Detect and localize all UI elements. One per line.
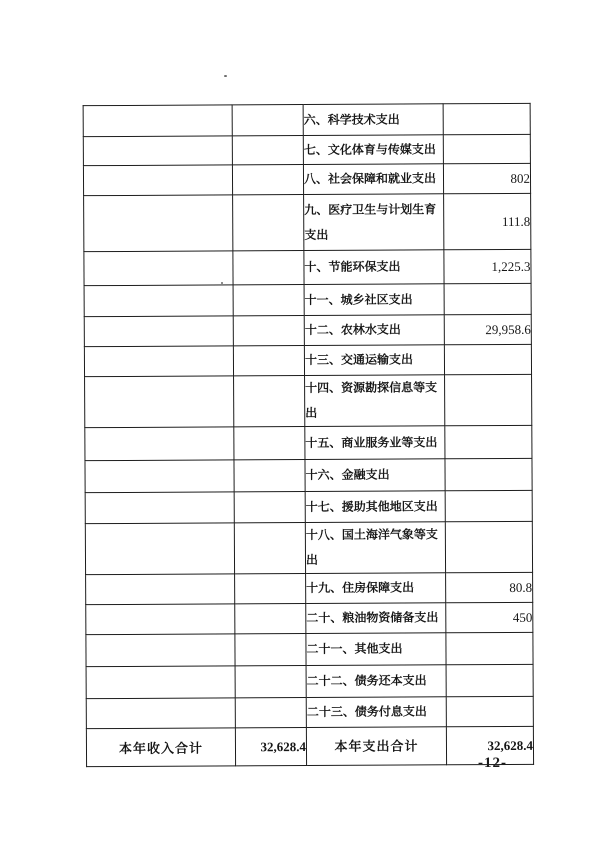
income-item-cell <box>86 574 235 605</box>
income-item-cell <box>84 195 233 252</box>
table-row <box>84 249 531 285</box>
income-value-cell <box>233 346 304 376</box>
table-row <box>84 283 531 316</box>
table-row <box>84 193 531 251</box>
income-value-cell <box>234 376 305 427</box>
income-value-cell <box>235 574 306 604</box>
income-item-cell <box>85 427 234 461</box>
expense-item-cell: 八、社会保障和就业支出 <box>303 164 443 195</box>
expense-item-cell: 十八、国土海洋气象等支出 <box>305 522 445 574</box>
table-row <box>86 602 533 634</box>
income-item-cell <box>83 165 232 196</box>
income-value-cell <box>232 105 303 136</box>
income-item-cell <box>86 634 235 667</box>
income-value-cell <box>235 666 306 698</box>
expense-item-cell: 十三、交通运输支出 <box>304 345 444 376</box>
expense-value-cell <box>444 283 531 314</box>
income-value-cell <box>233 285 304 316</box>
income-value-cell <box>235 604 306 634</box>
expense-value-cell <box>443 103 530 134</box>
expense-value-cell <box>445 425 532 458</box>
income-item-cell <box>84 316 233 347</box>
expense-item-cell: 九、医疗卫生与计划生育支出 <box>304 194 444 251</box>
expense-value-cell <box>445 490 532 521</box>
expense-item-cell: 二十二、债务还本支出 <box>306 665 446 698</box>
income-value-cell <box>234 460 305 492</box>
expense-item-cell: 十五、商业服务业等支出 <box>305 426 445 460</box>
expense-value-cell <box>446 696 533 726</box>
table-row <box>84 344 531 376</box>
income-item-cell <box>86 698 235 729</box>
expense-value-cell: 80.8 <box>446 572 533 602</box>
income-value-cell <box>235 634 306 666</box>
income-value-cell <box>234 492 305 523</box>
expense-item-cell: 十一、城乡社区支出 <box>304 284 444 316</box>
expense-value-cell <box>445 458 532 490</box>
table-total-row <box>86 726 533 766</box>
expense-total-label: 本年支出合计 <box>306 727 446 766</box>
expense-value-cell <box>445 521 532 572</box>
expense-item-cell: 六、科学技术支出 <box>303 104 443 136</box>
income-value-cell <box>233 195 304 251</box>
expense-value-cell: 802 <box>443 163 530 193</box>
expense-item-cell: 二十、粮油物资储备支出 <box>306 603 446 634</box>
table-row <box>83 163 530 195</box>
income-value-cell <box>233 316 304 346</box>
expense-value-cell <box>444 344 531 374</box>
income-value-cell <box>234 427 305 460</box>
table-row <box>85 425 532 460</box>
table-row <box>86 664 533 698</box>
income-item-cell <box>86 666 235 699</box>
page-number: -12- <box>478 755 507 771</box>
income-item-cell <box>86 604 235 635</box>
expense-total-value: 32,628.4 <box>446 726 533 764</box>
table-row <box>83 134 530 165</box>
income-item-cell <box>85 376 234 428</box>
expense-item-cell: 七、文化体育与传媒支出 <box>303 135 443 165</box>
income-item-cell <box>83 136 232 166</box>
income-value-cell <box>232 136 303 165</box>
budget-table <box>83 103 534 767</box>
expense-item-cell: 十六、金融支出 <box>305 459 445 492</box>
expense-value-cell: 1,225.3 <box>444 249 531 283</box>
expense-item-cell: 十九、住房保障支出 <box>306 573 446 604</box>
table-row <box>86 572 533 604</box>
expense-value-cell: 450 <box>446 602 533 632</box>
table-row <box>85 458 532 492</box>
income-value-cell <box>235 698 306 728</box>
income-item-cell <box>84 251 233 286</box>
expense-item-cell: 十、节能环保支出 <box>304 250 444 285</box>
expense-value-cell <box>446 664 533 696</box>
expense-item-cell: 十四、资源勘探信息等支出 <box>305 375 445 427</box>
income-item-cell <box>85 523 234 575</box>
expense-item-cell: 十七、援助其他地区支出 <box>305 491 445 523</box>
table-row <box>85 521 532 574</box>
income-item-cell <box>85 460 234 493</box>
income-item-cell <box>84 346 233 377</box>
income-total-value: 32,628.4 <box>235 728 306 766</box>
expense-item-cell: 二十一、其他支出 <box>306 633 446 666</box>
table-row <box>86 696 533 728</box>
expense-item-cell: 二十三、债务付息支出 <box>306 697 446 728</box>
income-value-cell <box>232 165 303 195</box>
scan-speck <box>224 75 227 77</box>
table-row <box>83 103 530 136</box>
income-item-cell <box>83 105 232 137</box>
income-value-cell <box>233 251 304 285</box>
expense-item-cell: 十二、农林水支出 <box>304 315 444 346</box>
expense-value-cell <box>446 632 533 664</box>
expense-value-cell <box>443 134 530 163</box>
income-total-label: 本年收入合计 <box>86 728 235 767</box>
expense-value-cell <box>445 374 532 425</box>
income-value-cell <box>234 523 305 574</box>
income-item-cell <box>85 492 234 524</box>
income-item-cell <box>84 285 233 317</box>
table-row <box>86 632 533 666</box>
table-row <box>85 374 532 427</box>
expense-value-cell: 111.8 <box>444 193 531 249</box>
table-row <box>85 490 532 523</box>
table-row <box>84 314 531 346</box>
expense-value-cell: 29,958.6 <box>444 314 531 344</box>
